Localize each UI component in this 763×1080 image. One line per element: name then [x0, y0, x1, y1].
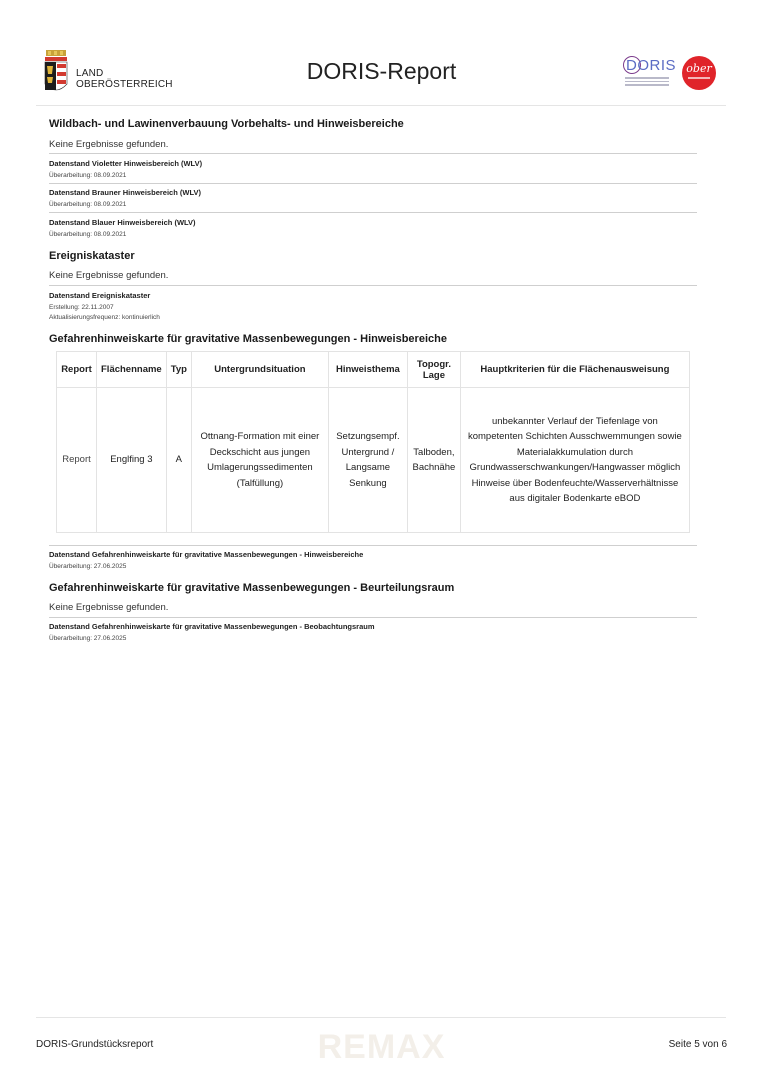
ober-logo-underline	[688, 77, 710, 79]
oberoesterreich-brand-logo	[682, 56, 716, 90]
column-header: Flächenname	[97, 352, 167, 388]
doris-logo-lines	[625, 75, 669, 86]
section-title-wlv: Wildbach- und Lawinenverbauung Vorbehalts- und Hinweisbereiche	[49, 118, 404, 130]
column-header: Topogr. Lage	[407, 352, 460, 388]
table-row	[57, 388, 690, 533]
table-header-row	[57, 352, 690, 388]
page-header	[0, 0, 763, 106]
dataset-subtitle: Überarbeitung: 08.09.2021	[49, 201, 127, 208]
dataset-subtitle: Überarbeitung: 08.09.2021	[49, 231, 127, 238]
section-title-beurteilungsraum: Gefahrenhinweiskarte für gravitative Massenbewegungen - Beurteilungsraum	[49, 582, 455, 594]
section-title-gefahrenhinweiskarte: Gefahrenhinweiskarte für gravitative Massenbewegungen - Hinweisbereiche	[49, 333, 447, 345]
partner-logos	[622, 55, 722, 95]
cell-hinweisthema: Setzungsempf. Untergrund / Langsame Senkung	[328, 388, 407, 533]
cell-topogr-lage: Talboden, Bachnähe	[407, 388, 460, 533]
dataset-subtitle: Überarbeitung: 27.06.2025	[49, 563, 127, 570]
footer-divider	[36, 1017, 726, 1018]
divider	[49, 212, 697, 213]
page-title: DORIS-Report	[306, 58, 457, 84]
cell-untergrundsituation: Ottnang-Formation mit einer Deckschicht aus jungen Umlagerungssedimenten (Talfüllung)	[191, 388, 328, 533]
column-header: Untergrundsituation	[191, 352, 328, 388]
remax-watermark: REMAX	[317, 1028, 446, 1066]
beurteilung-no-results: Keine Ergebnisse gefunden.	[49, 602, 169, 613]
dataset-title: Datenstand Violetter Hinweisbereich (WLV)	[49, 159, 203, 168]
page-number: Seite 5 von 6	[668, 1039, 727, 1050]
header-divider	[36, 105, 726, 106]
divider	[49, 285, 697, 286]
footer-report-name: DORIS-Grundstücksreport	[36, 1039, 154, 1050]
dataset-subtitle: Aktualisierungsfrequenz: kontinuierlich	[49, 314, 160, 321]
doris-logo-text: DORIS	[626, 57, 677, 74]
dataset-title: Datenstand Blauer Hinweisbereich (WLV)	[49, 218, 196, 227]
dataset-title: Datenstand Ereigniskataster	[49, 291, 151, 300]
dataset-title: Datenstand Gefahrenhinweiskarte für gravitative Massenbewegungen - Hinweisbereiche	[49, 550, 364, 559]
ereignis-no-results: Keine Ergebnisse gefunden.	[49, 270, 169, 281]
cell-hauptkriterien: unbekannter Verlauf der Tiefenlage von kompetenten Schichten Ausschwemmungen sowie Materialakkumulation durch Grundwasserschwankungen/Hangwasser möglich Hinweise über Bodenfeuchte/Wasserverhältnisse aus digitaler Bodenkarte eBOD	[460, 388, 689, 533]
cell-flaechenname: Englfing 3	[97, 388, 167, 533]
dataset-title: Datenstand Brauner Hinweisbereich (WLV)	[49, 188, 201, 197]
dataset-title: Datenstand Gefahrenhinweiskarte für gravitative Massenbewegungen - Beobachtungsraum	[49, 622, 375, 631]
land-line-1: LAND	[76, 68, 104, 79]
doris-logo	[622, 55, 677, 89]
divider	[49, 545, 697, 546]
cell-typ: A	[166, 388, 191, 533]
hazard-results-table	[56, 351, 690, 533]
column-header: Hauptkriterien für die Flächenausweisung	[460, 352, 689, 388]
ober-logo-text: ober	[686, 62, 712, 75]
report-link[interactable]: Report	[57, 388, 97, 533]
land-line-2: OBERÖSTERREICH	[76, 79, 173, 90]
dataset-subtitle: Erstellung: 22.11.2007	[49, 304, 114, 311]
divider	[49, 153, 697, 154]
column-header: Report	[57, 352, 97, 388]
column-header: Typ	[166, 352, 191, 388]
wlv-no-results: Keine Ergebnisse gefunden.	[49, 139, 169, 150]
section-title-ereigniskataster: Ereigniskataster	[49, 250, 135, 262]
dataset-subtitle: Überarbeitung: 08.09.2021	[49, 172, 127, 179]
divider	[49, 617, 697, 618]
dataset-subtitle: Überarbeitung: 27.06.2025	[49, 635, 127, 642]
divider	[49, 183, 697, 184]
column-header: Hinweisthema	[328, 352, 407, 388]
